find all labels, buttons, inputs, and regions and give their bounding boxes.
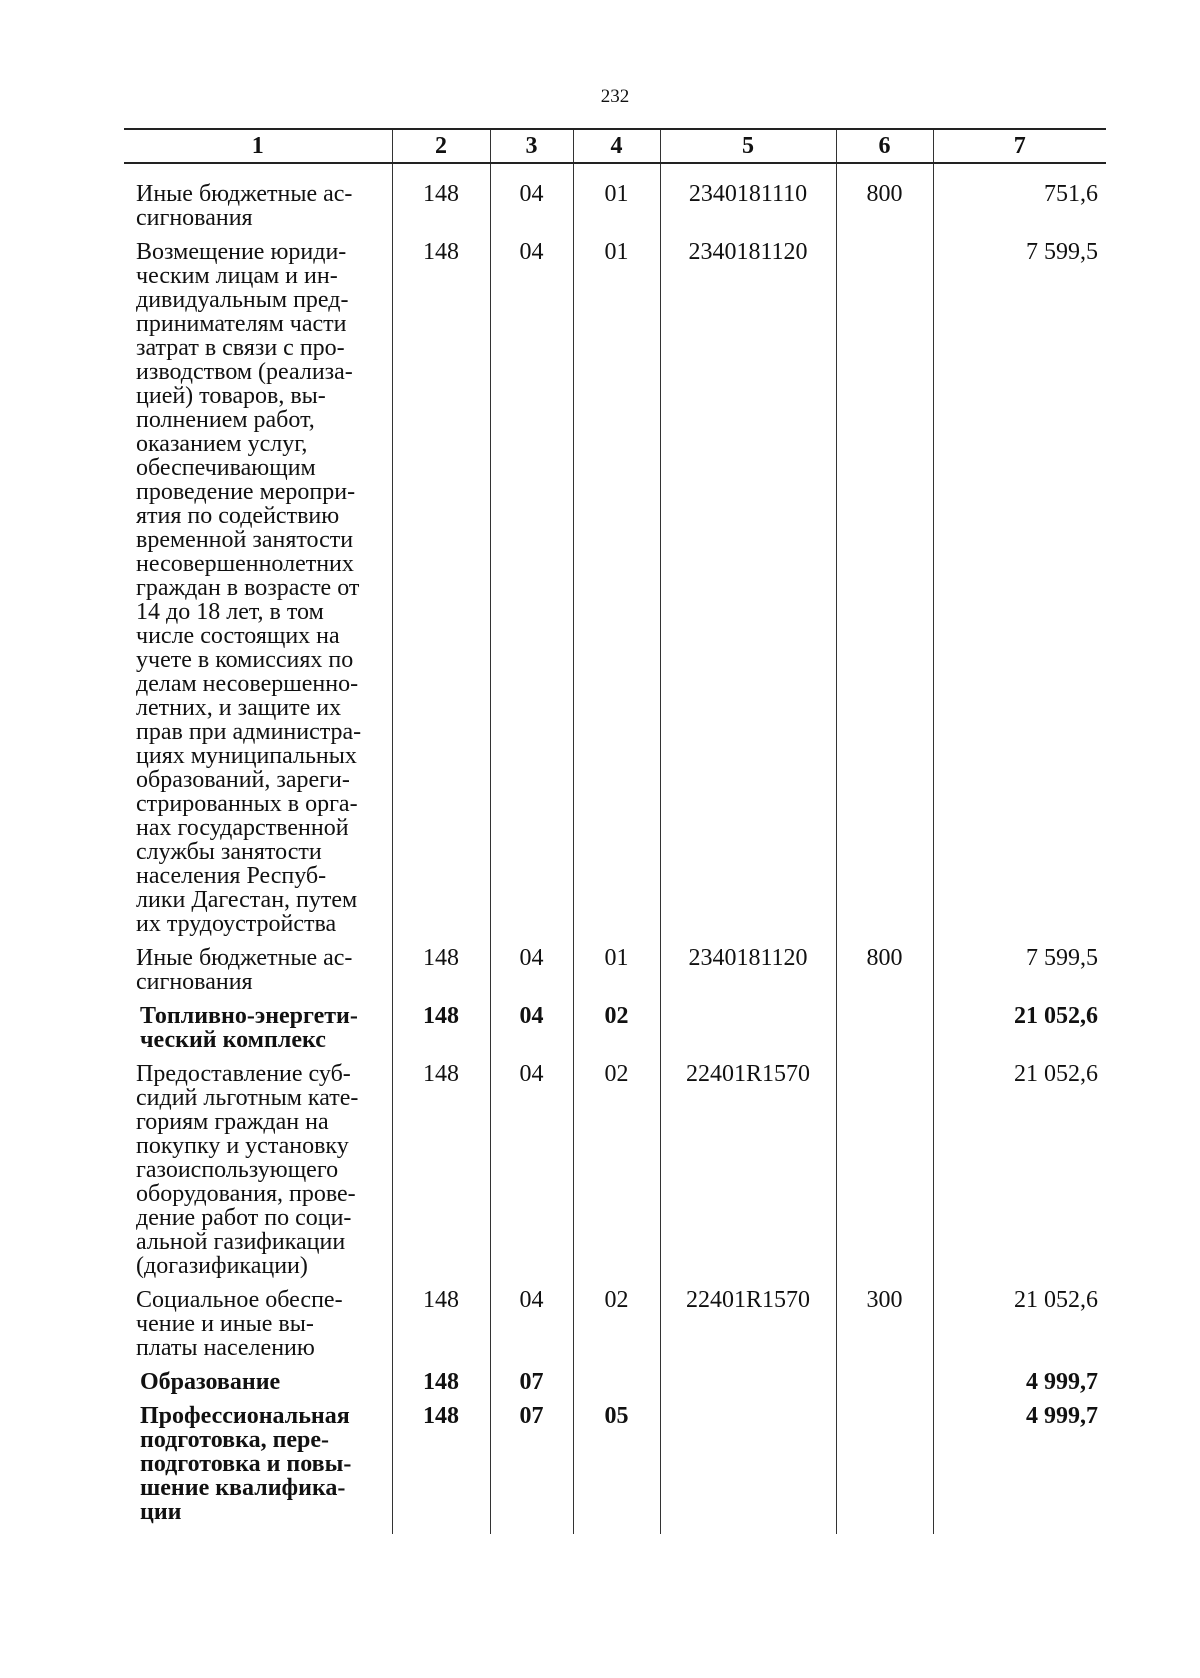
table-row	[124, 1062, 1106, 1288]
target-article-code: 22401R1570	[660, 1288, 836, 1370]
page-number: 232	[600, 86, 630, 107]
ministry-code: 148	[392, 240, 490, 946]
expense-type-code	[836, 1404, 933, 1534]
target-article-code: 2340181120	[660, 946, 836, 1004]
row-name: Социальное обеспе- чение и иные вы- платы населению	[136, 1287, 343, 1361]
table-row	[124, 240, 1106, 946]
column-header-6: 6	[836, 129, 933, 163]
subsection-code: 01	[573, 182, 660, 240]
header-row	[124, 129, 1106, 163]
section-code: 04	[490, 1004, 573, 1062]
row-name: Топливно-энергети- ческий комплекс	[140, 1003, 358, 1053]
row-name: Иные бюджетные ас- сигнования	[136, 181, 353, 231]
section-code: 07	[490, 1370, 573, 1404]
amount-value: 21 052,6	[933, 1062, 1106, 1288]
table-body	[124, 163, 1106, 1534]
section-code: 04	[490, 1062, 573, 1288]
amount-value: 751,6	[933, 182, 1106, 240]
section-code: 07	[490, 1404, 573, 1534]
ministry-code: 148	[392, 1062, 490, 1288]
row-name: Иные бюджетные ас- сигнования	[136, 945, 353, 995]
expense-type-code: 800	[836, 182, 933, 240]
subsection-code: 01	[573, 946, 660, 1004]
expense-type-code	[836, 240, 933, 946]
target-article-code	[660, 1370, 836, 1404]
row-name: Профессиональная подготовка, пере- подготовка и повы- шение квалифика- ции	[140, 1403, 352, 1525]
table-row	[124, 1004, 1106, 1062]
ministry-code: 148	[392, 1288, 490, 1370]
spacer-row	[124, 163, 1106, 182]
column-header-5: 5	[660, 129, 836, 163]
subsection-code: 01	[573, 240, 660, 946]
amount-value: 4 999,7	[933, 1404, 1106, 1534]
table-row	[124, 946, 1106, 1004]
subsection-code: 02	[573, 1004, 660, 1062]
target-article-code: 2340181120	[660, 240, 836, 946]
expense-type-code: 300	[836, 1288, 933, 1370]
table-row	[124, 1404, 1106, 1534]
target-article-code: 2340181110	[660, 182, 836, 240]
expense-type-code	[836, 1004, 933, 1062]
table-row	[124, 182, 1106, 240]
column-header-3: 3	[490, 129, 573, 163]
ministry-code: 148	[392, 1370, 490, 1404]
target-article-code	[660, 1004, 836, 1062]
section-code: 04	[490, 946, 573, 1004]
section-code: 04	[490, 240, 573, 946]
ministry-code: 148	[392, 946, 490, 1004]
subsection-code: 02	[573, 1288, 660, 1370]
column-header-2: 2	[392, 129, 490, 163]
amount-value: 7 599,5	[933, 946, 1106, 1004]
amount-value: 4 999,7	[933, 1370, 1106, 1404]
row-name: Возмещение юриди- ческим лицам и ин- дивидуальным пред- принимателям части затрат в связи с про- изводством (реализа- цией) товаров, вы- полнением работ, оказанием услуг, обеспечивающим проведение меропри- ятия по содействию временной занятости несовершеннолетних граждан в возрасте от 14 до 18 лет, в том числе состоящих на учете в комиссиях по делам несовершенно- летних, и защите их прав при администра- циях муниципальных образований, зареги- стрированных в орга- нах государственной службы занятости населения Респуб- лики Дагестан, путем их трудоустройства	[136, 239, 362, 937]
amount-value: 21 052,6	[933, 1288, 1106, 1370]
column-header-1: 1	[124, 129, 392, 163]
amount-value: 21 052,6	[933, 1004, 1106, 1062]
subsection-code	[573, 1370, 660, 1404]
expense-type-code	[836, 1370, 933, 1404]
column-header-4: 4	[573, 129, 660, 163]
row-name: Предоставление суб- сидий льготным кате- гориям граждан на покупку и установку газоиспользующего оборудования, прове- дение работ по соци- альной газификации (догазификации)	[136, 1061, 359, 1279]
section-code: 04	[490, 182, 573, 240]
subsection-code: 05	[573, 1404, 660, 1534]
ministry-code: 148	[392, 182, 490, 240]
table-row	[124, 1288, 1106, 1370]
target-article-code: 22401R1570	[660, 1062, 836, 1288]
row-name: Образование	[140, 1369, 281, 1395]
column-header-7: 7	[933, 129, 1106, 163]
expense-type-code	[836, 1062, 933, 1288]
target-article-code	[660, 1404, 836, 1534]
amount-value: 7 599,5	[933, 240, 1106, 946]
ministry-code: 148	[392, 1004, 490, 1062]
budget-table	[124, 128, 1106, 1534]
table-row	[124, 1370, 1106, 1404]
expense-type-code: 800	[836, 946, 933, 1004]
ministry-code: 148	[392, 1404, 490, 1534]
section-code: 04	[490, 1288, 573, 1370]
subsection-code: 02	[573, 1062, 660, 1288]
